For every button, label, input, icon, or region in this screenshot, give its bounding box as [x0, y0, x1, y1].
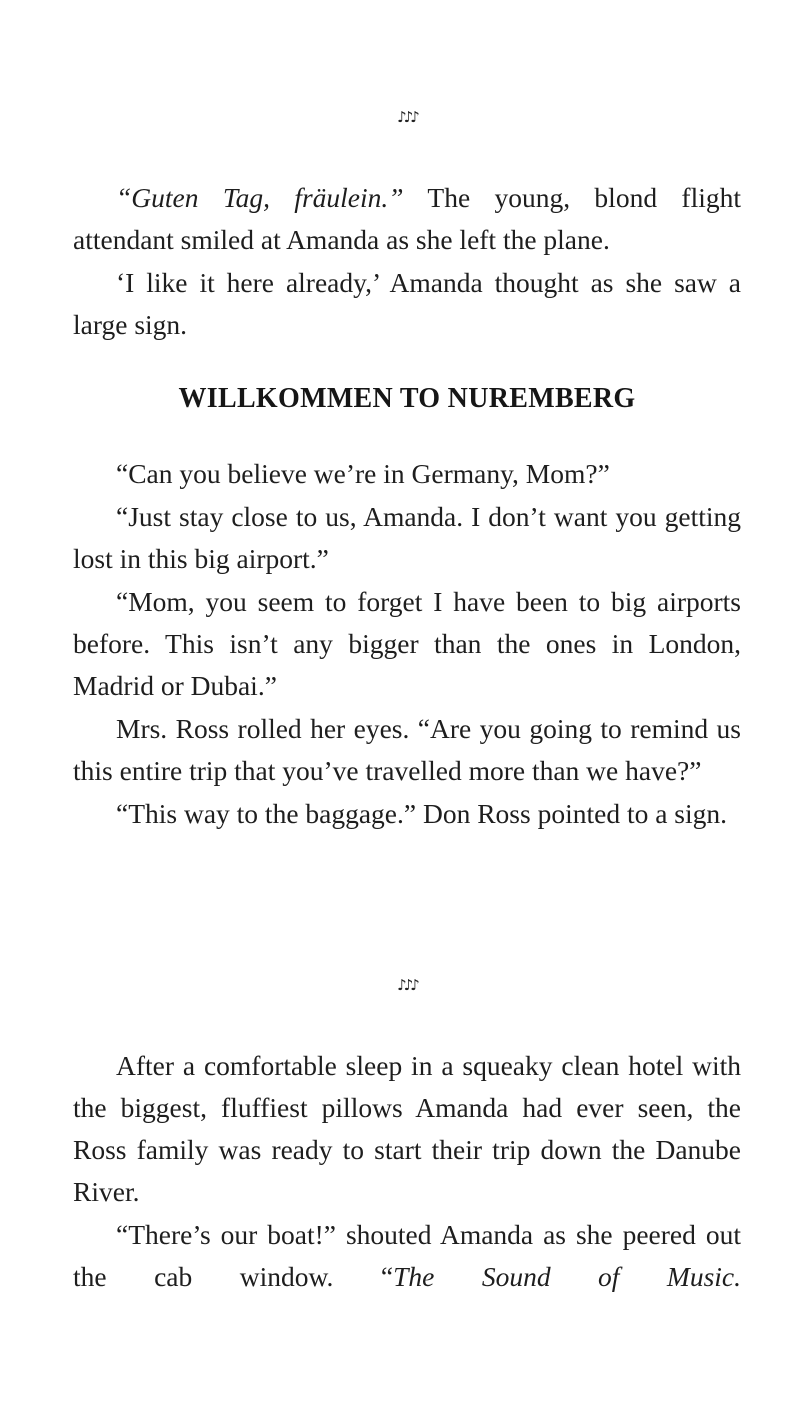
- section-boat: [73, 1045, 741, 1298]
- paragraph: “Can you believe we’re in Germany, Mom?”: [116, 458, 610, 489]
- paragraph: “Mom, you seem to forget I have been to big airports before. This isn’t any bigger than the ones in London, Madrid or Dubai.”: [73, 586, 741, 701]
- sign-heading: WILLKOMMEN TO NUREMBERG: [178, 383, 636, 414]
- paragraph: [73, 177, 741, 261]
- paragraph-text: The young, blond flight attendant smiled at Amanda as she left the plane.: [73, 182, 741, 255]
- paragraph: “Just stay close to us, Amanda. I don’t want you getting lost in this big airport.”: [73, 501, 741, 574]
- paragraph: “This way to the baggage.” Don Ross pointed to a sign.: [116, 798, 728, 829]
- paragraph: ‘I like it here already,’ Amanda thought as she saw a large sign.: [73, 267, 741, 340]
- paragraph: [73, 1214, 741, 1298]
- movie-title-italic: The Sound of Music.: [393, 1261, 741, 1292]
- scene-break-ornament: ♪♪♪: [397, 976, 417, 994]
- scene-break-ornament: ♪♪♪: [397, 108, 417, 126]
- paragraph-text: “There’s our boat!” shouted Amanda as she peered out the cab window. “: [73, 1219, 741, 1292]
- section-airport: [73, 453, 741, 835]
- paragraph: Mrs. Ross rolled her eyes. “Are you going to remind us this entire trip that you’ve travelled more than we have?”: [73, 713, 741, 786]
- paragraph: After a comfortable sleep in a squeaky clean hotel with the biggest, fluffiest pillows Amanda had ever seen, the Ross family was ready to start their trip down the Danube River.: [73, 1050, 741, 1207]
- section-arrival: [73, 177, 741, 346]
- greeting-italic: “Guten Tag, fräulein.”: [116, 182, 404, 213]
